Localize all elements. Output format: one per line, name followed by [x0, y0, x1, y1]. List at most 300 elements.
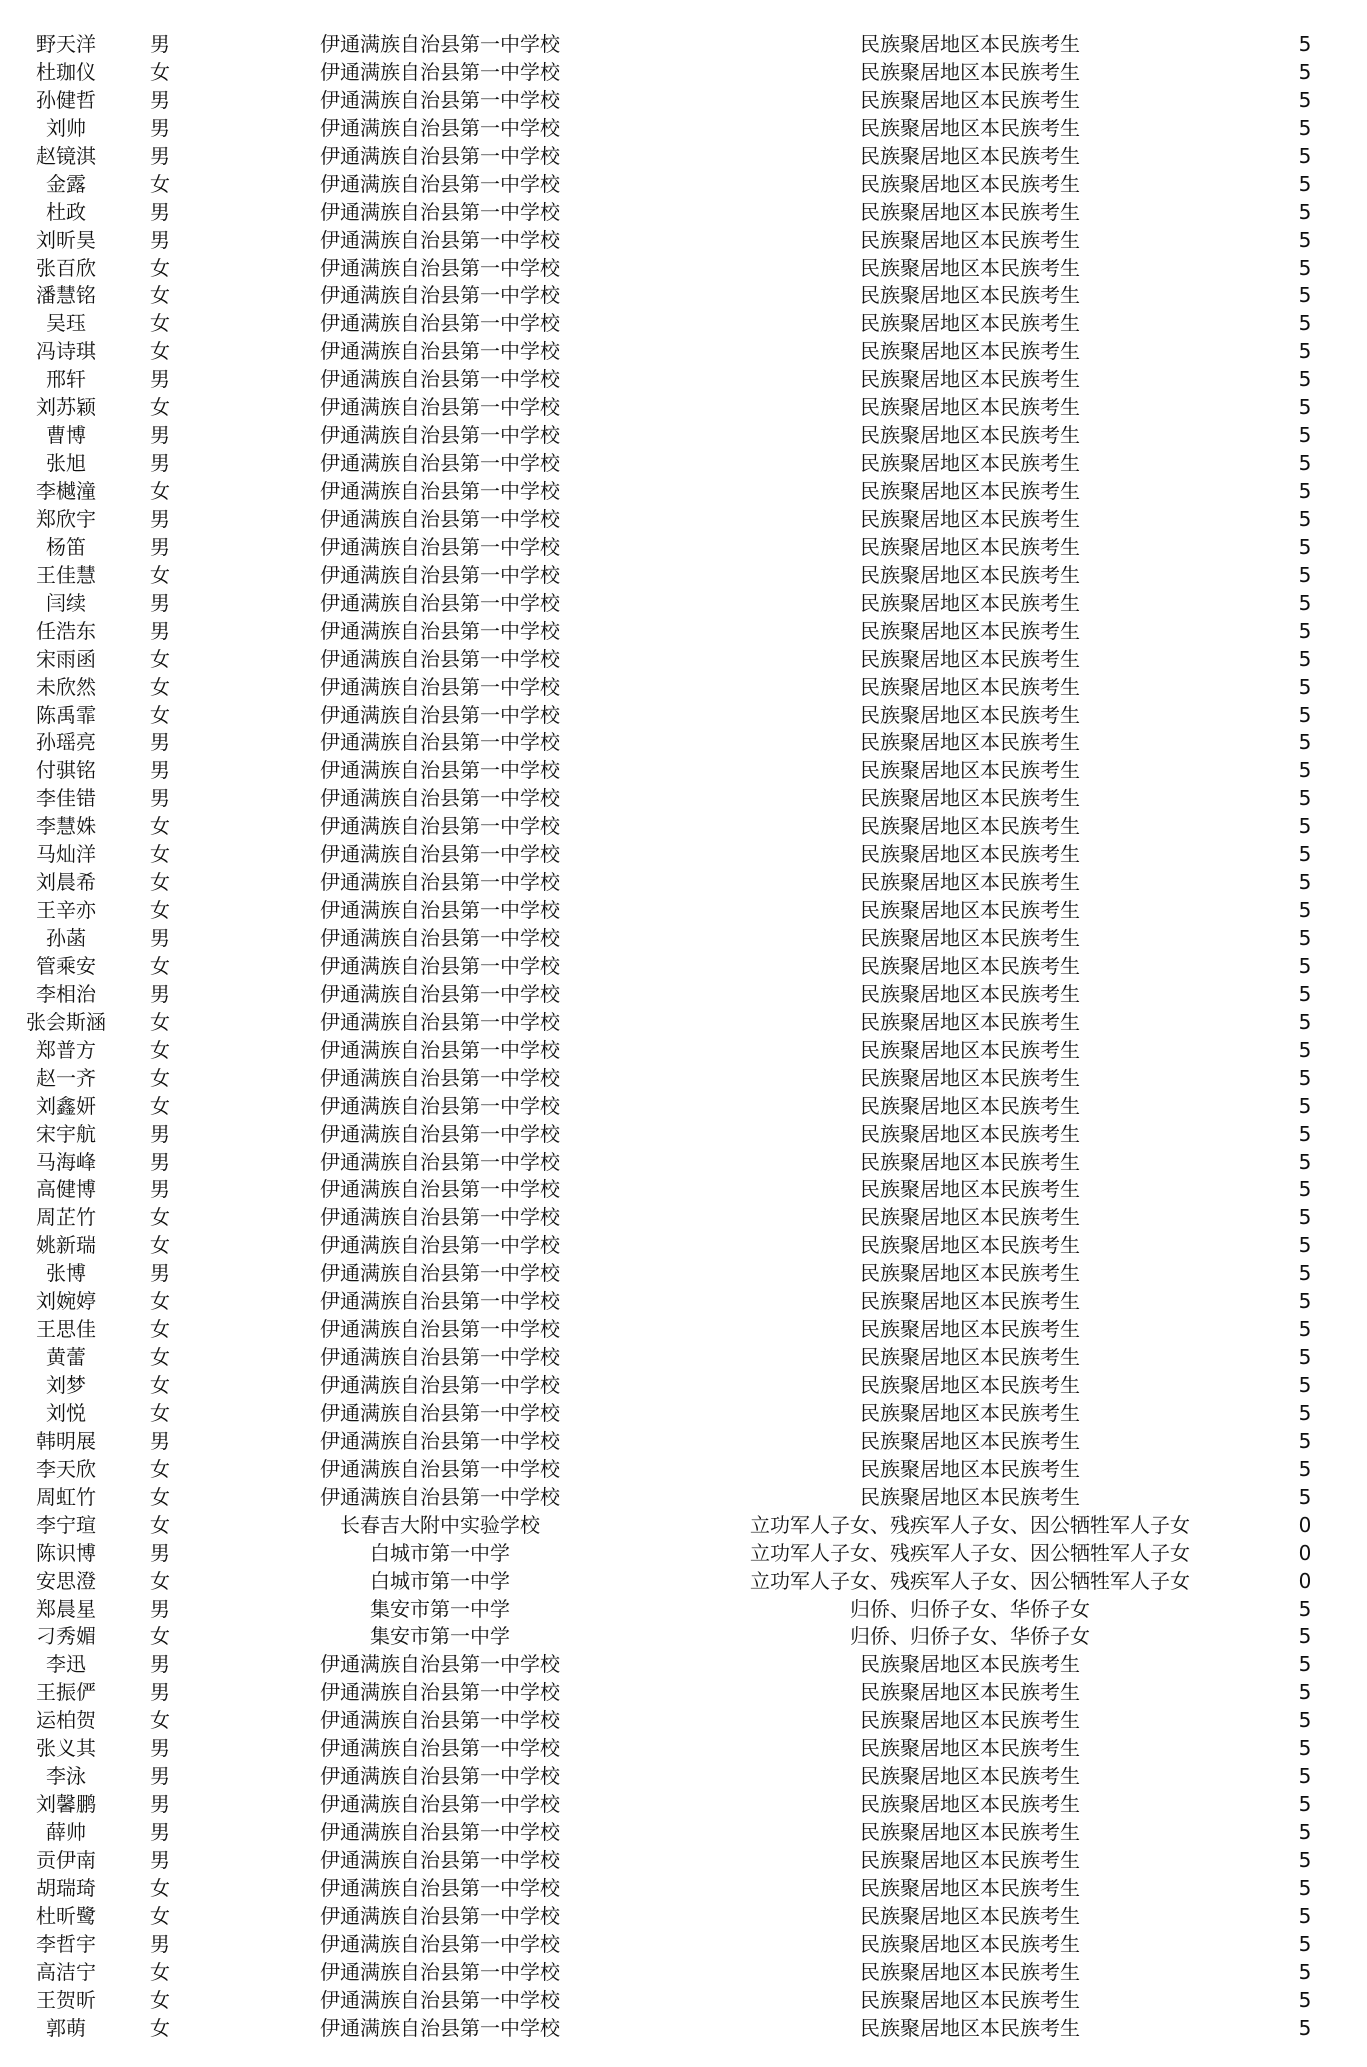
student-school: 伊通满族自治县第一中学校	[320, 1009, 560, 1034]
student-category: 民族聚居地区本民族考生	[860, 339, 1080, 364]
student-school: 集安市第一中学	[370, 1624, 510, 1649]
student-category: 民族聚居地区本民族考生	[860, 1456, 1080, 1481]
student-school: 伊通满族自治县第一中学校	[320, 898, 560, 923]
table-row	[0, 450, 1367, 478]
student-school: 伊通满族自治县第一中学校	[320, 1764, 560, 1789]
student-name: 未欣然	[36, 674, 96, 699]
student-gender: 女	[150, 1037, 170, 1062]
student-school: 伊通满族自治县第一中学校	[320, 870, 560, 895]
student-score: 5	[1298, 730, 1312, 755]
student-name: 李慧姝	[36, 814, 96, 839]
student-name: 郑欣宇	[36, 506, 96, 531]
student-name: 宋宇航	[36, 1121, 96, 1146]
student-school: 伊通满族自治县第一中学校	[320, 115, 560, 140]
student-gender: 男	[150, 758, 170, 783]
student-score: 5	[1298, 870, 1312, 895]
student-category: 民族聚居地区本民族考生	[860, 1680, 1080, 1705]
student-name: 高洁宁	[36, 1959, 96, 1984]
student-name: 郑普方	[36, 1037, 96, 1062]
student-category: 民族聚居地区本民族考生	[860, 1373, 1080, 1397]
student-score: 5	[1298, 1345, 1312, 1370]
student-school: 伊通满族自治县第一中学校	[320, 451, 560, 476]
student-category: 立功军人子女、残疾军人子女、因公牺牲军人子女	[750, 1512, 1190, 1537]
table-row	[0, 1121, 1367, 1149]
student-name: 李宁瑄	[36, 1512, 96, 1537]
student-name: 郭萌	[46, 2015, 86, 2040]
student-school: 伊通满族自治县第一中学校	[320, 981, 560, 1006]
table-row	[0, 255, 1367, 283]
student-name: 高健博	[36, 1177, 96, 1202]
student-school: 伊通满族自治县第一中学校	[320, 1903, 560, 1928]
student-gender: 女	[150, 702, 170, 727]
table-row	[0, 227, 1367, 255]
student-gender: 男	[150, 786, 170, 811]
table-row	[0, 897, 1367, 925]
student-school: 伊通满族自治县第一中学校	[320, 590, 560, 615]
student-name: 刘晨希	[36, 870, 96, 895]
student-gender: 男	[150, 1847, 170, 1872]
student-gender: 女	[150, 1959, 170, 1984]
student-school: 伊通满族自治县第一中学校	[320, 1456, 560, 1481]
student-category: 民族聚居地区本民族考生	[860, 1345, 1080, 1370]
student-gender: 男	[150, 1428, 170, 1453]
student-name: 孙健哲	[36, 87, 96, 112]
student-gender: 女	[150, 1317, 170, 1342]
student-category: 民族聚居地区本民族考生	[860, 1289, 1080, 1314]
student-school: 伊通满族自治县第一中学校	[320, 730, 560, 755]
table-row	[0, 1763, 1367, 1791]
student-score: 5	[1298, 1764, 1312, 1789]
table-row	[0, 59, 1367, 87]
student-school: 白城市第一中学	[370, 1540, 510, 1565]
student-school: 伊通满族自治县第一中学校	[320, 87, 560, 112]
student-name: 刘梦	[46, 1373, 86, 1397]
student-score: 5	[1298, 814, 1312, 839]
student-score: 5	[1298, 1009, 1312, 1034]
student-school: 伊通满族自治县第一中学校	[320, 702, 560, 727]
student-school: 伊通满族自治县第一中学校	[320, 199, 560, 224]
student-score: 5	[1298, 227, 1312, 252]
student-name: 周虹竹	[36, 1484, 96, 1509]
student-category: 民族聚居地区本民族考生	[860, 842, 1080, 867]
student-gender: 男	[150, 618, 170, 643]
student-gender: 女	[150, 1568, 170, 1593]
table-row	[0, 1400, 1367, 1428]
student-score: 5	[1298, 32, 1312, 56]
student-gender: 女	[150, 59, 170, 84]
student-gender: 女	[150, 2015, 170, 2040]
student-name: 张百欣	[36, 255, 96, 280]
student-school: 伊通满族自治县第一中学校	[320, 32, 560, 56]
student-category: 民族聚居地区本民族考生	[860, 814, 1080, 839]
student-school: 伊通满族自治县第一中学校	[320, 1792, 560, 1817]
student-score: 5	[1298, 926, 1312, 950]
student-score: 5	[1298, 646, 1312, 671]
student-name: 李樾潼	[36, 479, 96, 503]
student-school: 伊通满族自治县第一中学校	[320, 283, 560, 308]
table-row	[0, 1204, 1367, 1232]
student-score: 5	[1298, 618, 1312, 643]
student-category: 民族聚居地区本民族考生	[860, 618, 1080, 643]
student-name: 贡伊南	[36, 1847, 96, 1872]
student-name: 王辛亦	[36, 898, 96, 923]
student-gender: 男	[150, 730, 170, 755]
student-score: 5	[1298, 1121, 1312, 1146]
student-score: 0	[1298, 1512, 1312, 1537]
table-row	[0, 1372, 1367, 1400]
student-gender: 男	[150, 1931, 170, 1956]
student-score: 5	[1298, 1400, 1312, 1425]
student-score: 5	[1298, 842, 1312, 867]
student-category: 民族聚居地区本民族考生	[860, 1428, 1080, 1453]
student-score: 5	[1298, 1149, 1312, 1174]
table-row	[0, 1651, 1367, 1679]
table-row	[0, 757, 1367, 785]
table-row	[0, 785, 1367, 813]
student-category: 民族聚居地区本民族考生	[860, 1149, 1080, 1174]
student-score: 5	[1298, 1931, 1312, 1956]
student-gender: 男	[150, 367, 170, 392]
student-gender: 女	[150, 479, 170, 503]
student-school: 伊通满族自治县第一中学校	[320, 1373, 560, 1397]
table-row	[0, 1903, 1367, 1931]
student-category: 民族聚居地区本民族考生	[860, 87, 1080, 112]
table-row	[0, 1288, 1367, 1316]
student-score: 5	[1298, 1233, 1312, 1258]
table-row	[0, 143, 1367, 171]
student-category: 民族聚居地区本民族考生	[860, 1205, 1080, 1230]
table-row	[0, 1428, 1367, 1456]
student-gender: 男	[150, 199, 170, 224]
student-score: 5	[1298, 534, 1312, 559]
student-gender: 男	[150, 1540, 170, 1565]
student-score: 5	[1298, 786, 1312, 811]
student-score: 5	[1298, 898, 1312, 923]
student-gender: 女	[150, 870, 170, 895]
student-category: 民族聚居地区本民族考生	[860, 115, 1080, 140]
table-row	[0, 338, 1367, 366]
student-school: 伊通满族自治县第一中学校	[320, 59, 560, 84]
student-school: 伊通满族自治县第一中学校	[320, 534, 560, 559]
student-gender: 女	[150, 898, 170, 923]
student-score: 5	[1298, 1065, 1312, 1090]
student-name: 赵镜淇	[36, 143, 96, 168]
student-gender: 女	[150, 1289, 170, 1314]
table-row	[0, 310, 1367, 338]
table-row	[0, 674, 1367, 702]
student-category: 民族聚居地区本民族考生	[860, 1987, 1080, 2012]
student-category: 民族聚居地区本民族考生	[860, 1792, 1080, 1817]
table-row	[0, 841, 1367, 869]
student-school: 伊通满族自治县第一中学校	[320, 1121, 560, 1146]
table-row	[0, 1009, 1367, 1037]
table-row	[0, 1316, 1367, 1344]
student-name: 张博	[46, 1261, 86, 1286]
student-gender: 女	[150, 1875, 170, 1900]
student-score: 5	[1298, 1708, 1312, 1733]
student-gender: 男	[150, 1121, 170, 1146]
student-school: 伊通满族自治县第一中学校	[320, 674, 560, 699]
student-name: 黄蕾	[46, 1345, 86, 1370]
student-school: 伊通满族自治县第一中学校	[320, 1959, 560, 1984]
student-name: 王贺昕	[36, 1987, 96, 2012]
student-score: 5	[1298, 562, 1312, 587]
student-name: 刘苏颖	[36, 395, 96, 420]
student-name: 李迅	[46, 1652, 86, 1677]
student-name: 付骐铭	[36, 758, 96, 783]
student-gender: 女	[150, 1400, 170, 1425]
student-school: 伊通满族自治县第一中学校	[320, 646, 560, 671]
student-name: 陈禹霏	[36, 702, 96, 727]
student-school: 伊通满族自治县第一中学校	[320, 1400, 560, 1425]
student-score: 5	[1298, 395, 1312, 420]
table-row	[0, 366, 1367, 394]
student-category: 民族聚居地区本民族考生	[860, 1736, 1080, 1761]
student-category: 民族聚居地区本民族考生	[860, 926, 1080, 950]
student-name: 宋雨函	[36, 646, 96, 671]
student-school: 伊通满族自治县第一中学校	[320, 1875, 560, 1900]
table-row	[0, 1456, 1367, 1484]
student-school: 伊通满族自治县第一中学校	[320, 1261, 560, 1286]
student-gender: 女	[150, 842, 170, 867]
student-category: 民族聚居地区本民族考生	[860, 1317, 1080, 1342]
student-gender: 男	[150, 227, 170, 252]
table-row	[0, 2015, 1367, 2043]
student-gender: 男	[150, 534, 170, 559]
student-category: 归侨、归侨子女、华侨子女	[850, 1624, 1090, 1649]
student-name: 安思澄	[36, 1568, 96, 1593]
student-gender: 男	[150, 87, 170, 112]
table-row	[0, 953, 1367, 981]
student-school: 伊通满族自治县第一中学校	[320, 506, 560, 531]
table-row	[0, 1149, 1367, 1177]
student-category: 民族聚居地区本民族考生	[860, 59, 1080, 84]
table-row	[0, 1540, 1367, 1568]
student-category: 民族聚居地区本民族考生	[860, 562, 1080, 587]
student-category: 民族聚居地区本民族考生	[860, 143, 1080, 168]
student-score: 5	[1298, 255, 1312, 280]
student-name: 李相治	[36, 981, 96, 1006]
student-score: 5	[1298, 1289, 1312, 1314]
student-category: 民族聚居地区本民族考生	[860, 1261, 1080, 1286]
student-score: 5	[1298, 1792, 1312, 1817]
student-name: 野天洋	[36, 32, 96, 56]
student-gender: 女	[150, 1624, 170, 1649]
student-category: 立功军人子女、残疾军人子女、因公牺牲军人子女	[750, 1568, 1190, 1593]
student-name: 韩明展	[36, 1428, 96, 1453]
student-category: 民族聚居地区本民族考生	[860, 311, 1080, 336]
student-score: 5	[1298, 1680, 1312, 1705]
student-category: 民族聚居地区本民族考生	[860, 171, 1080, 196]
table-row	[0, 729, 1367, 757]
student-category: 民族聚居地区本民族考生	[860, 1093, 1080, 1118]
table-row	[0, 869, 1367, 897]
student-school: 白城市第一中学	[370, 1568, 510, 1593]
table-row	[0, 1791, 1367, 1819]
table-row	[0, 813, 1367, 841]
student-name: 刘馨鹏	[36, 1792, 96, 1817]
student-school: 伊通满族自治县第一中学校	[320, 1233, 560, 1258]
student-school: 伊通满族自治县第一中学校	[320, 1289, 560, 1314]
student-gender: 男	[150, 451, 170, 476]
table-row	[0, 1093, 1367, 1121]
student-name: 陈识博	[36, 1540, 96, 1565]
table-row	[0, 1987, 1367, 2015]
table-row	[0, 1875, 1367, 1903]
student-score: 5	[1298, 1847, 1312, 1872]
table-row	[0, 282, 1367, 310]
student-school: 伊通满族自治县第一中学校	[320, 1931, 560, 1956]
student-name: 赵一齐	[36, 1065, 96, 1090]
student-name: 王思佳	[36, 1317, 96, 1342]
student-school: 伊通满族自治县第一中学校	[320, 311, 560, 336]
student-category: 民族聚居地区本民族考生	[860, 1708, 1080, 1733]
student-category: 民族聚居地区本民族考生	[860, 255, 1080, 280]
student-school: 伊通满族自治县第一中学校	[320, 479, 560, 503]
table-row	[0, 1344, 1367, 1372]
student-gender: 男	[150, 1764, 170, 1789]
table-row	[0, 422, 1367, 450]
student-school: 伊通满族自治县第一中学校	[320, 1065, 560, 1090]
student-name: 孙瑶亮	[36, 730, 96, 755]
student-score: 5	[1298, 1624, 1312, 1649]
student-gender: 女	[150, 1456, 170, 1481]
student-score: 5	[1298, 367, 1312, 392]
student-category: 民族聚居地区本民族考生	[860, 1177, 1080, 1202]
student-gender: 女	[150, 1093, 170, 1118]
student-school: 伊通满族自治县第一中学校	[320, 171, 560, 196]
student-school: 伊通满族自治县第一中学校	[320, 618, 560, 643]
student-name: 刘昕昊	[36, 227, 96, 252]
table-row	[0, 171, 1367, 199]
student-gender: 男	[150, 981, 170, 1006]
student-gender: 女	[150, 562, 170, 587]
table-row	[0, 1568, 1367, 1596]
table-row	[0, 981, 1367, 1009]
student-gender: 女	[150, 1205, 170, 1230]
table-row	[0, 1931, 1367, 1959]
table-row	[0, 702, 1367, 730]
student-gender: 女	[150, 1903, 170, 1928]
table-row	[0, 1232, 1367, 1260]
student-category: 民族聚居地区本民族考生	[860, 1875, 1080, 1900]
student-category: 民族聚居地区本民族考生	[860, 395, 1080, 420]
student-score: 5	[1298, 1428, 1312, 1453]
student-gender: 女	[150, 1345, 170, 1370]
student-name: 管乘安	[36, 953, 96, 978]
student-school: 伊通满族自治县第一中学校	[320, 1652, 560, 1677]
table-row	[0, 478, 1367, 506]
student-gender: 男	[150, 1736, 170, 1761]
student-school: 伊通满族自治县第一中学校	[320, 1345, 560, 1370]
student-name: 刘鑫妍	[36, 1093, 96, 1118]
student-school: 伊通满族自治县第一中学校	[320, 1149, 560, 1174]
student-name: 杜昕鹭	[36, 1903, 96, 1928]
student-gender: 女	[150, 311, 170, 336]
student-score: 0	[1298, 1540, 1312, 1565]
table-row	[0, 534, 1367, 562]
student-category: 民族聚居地区本民族考生	[860, 1121, 1080, 1146]
student-score: 5	[1298, 1903, 1312, 1928]
student-category: 民族聚居地区本民族考生	[860, 1820, 1080, 1844]
student-score: 5	[1298, 674, 1312, 699]
student-name: 郑晨星	[36, 1596, 96, 1621]
student-school: 伊通满族自治县第一中学校	[320, 143, 560, 168]
student-name: 冯诗琪	[36, 339, 96, 364]
student-gender: 男	[150, 926, 170, 950]
student-school: 伊通满族自治县第一中学校	[320, 1708, 560, 1733]
student-gender: 男	[150, 1149, 170, 1174]
student-list-table	[0, 31, 1367, 2043]
table-row	[0, 1959, 1367, 1987]
student-gender: 女	[150, 395, 170, 420]
student-name: 王佳慧	[36, 562, 96, 587]
student-gender: 女	[150, 1708, 170, 1733]
student-gender: 男	[150, 1177, 170, 1202]
student-category: 民族聚居地区本民族考生	[860, 451, 1080, 476]
student-name: 金露	[46, 171, 86, 196]
student-gender: 男	[150, 506, 170, 531]
student-category: 民族聚居地区本民族考生	[860, 786, 1080, 811]
student-school: 伊通满族自治县第一中学校	[320, 1736, 560, 1761]
student-gender: 女	[150, 171, 170, 196]
student-name: 马灿洋	[36, 842, 96, 867]
student-gender: 女	[150, 255, 170, 280]
student-school: 伊通满族自治县第一中学校	[320, 926, 560, 950]
student-score: 5	[1298, 59, 1312, 84]
table-row	[0, 1512, 1367, 1540]
student-score: 5	[1298, 981, 1312, 1006]
student-score: 5	[1298, 423, 1312, 448]
student-school: 集安市第一中学	[370, 1596, 510, 1621]
student-name: 张旭	[46, 451, 86, 476]
student-gender: 男	[150, 115, 170, 140]
student-gender: 女	[150, 283, 170, 308]
student-school: 伊通满族自治县第一中学校	[320, 227, 560, 252]
student-school: 伊通满族自治县第一中学校	[320, 1987, 560, 2012]
student-name: 杜珈仪	[36, 59, 96, 84]
student-category: 民族聚居地区本民族考生	[860, 506, 1080, 531]
student-gender: 男	[150, 1596, 170, 1621]
student-gender: 女	[150, 1065, 170, 1090]
table-row	[0, 646, 1367, 674]
student-name: 马海峰	[36, 1149, 96, 1174]
student-name: 胡瑞琦	[36, 1875, 96, 1900]
table-row	[0, 1819, 1367, 1847]
student-score: 5	[1298, 1456, 1312, 1481]
table-row	[0, 590, 1367, 618]
student-school: 伊通满族自治县第一中学校	[320, 786, 560, 811]
student-category: 民族聚居地区本民族考生	[860, 730, 1080, 755]
table-row	[0, 1065, 1367, 1093]
student-school: 长春吉大附中实验学校	[340, 1512, 540, 1537]
student-score: 5	[1298, 590, 1312, 615]
student-name: 张义其	[36, 1736, 96, 1761]
student-gender: 男	[150, 1792, 170, 1817]
student-gender: 女	[150, 339, 170, 364]
student-school: 伊通满族自治县第一中学校	[320, 395, 560, 420]
student-school: 伊通满族自治县第一中学校	[320, 1177, 560, 1202]
table-row	[0, 1735, 1367, 1763]
student-school: 伊通满族自治县第一中学校	[320, 255, 560, 280]
student-gender: 男	[150, 1261, 170, 1286]
student-name: 李哲宇	[36, 1931, 96, 1956]
student-name: 姚新瑞	[36, 1233, 96, 1258]
student-name: 吴珏	[46, 311, 86, 336]
student-school: 伊通满族自治县第一中学校	[320, 758, 560, 783]
student-score: 5	[1298, 1093, 1312, 1118]
student-gender: 女	[150, 1987, 170, 2012]
